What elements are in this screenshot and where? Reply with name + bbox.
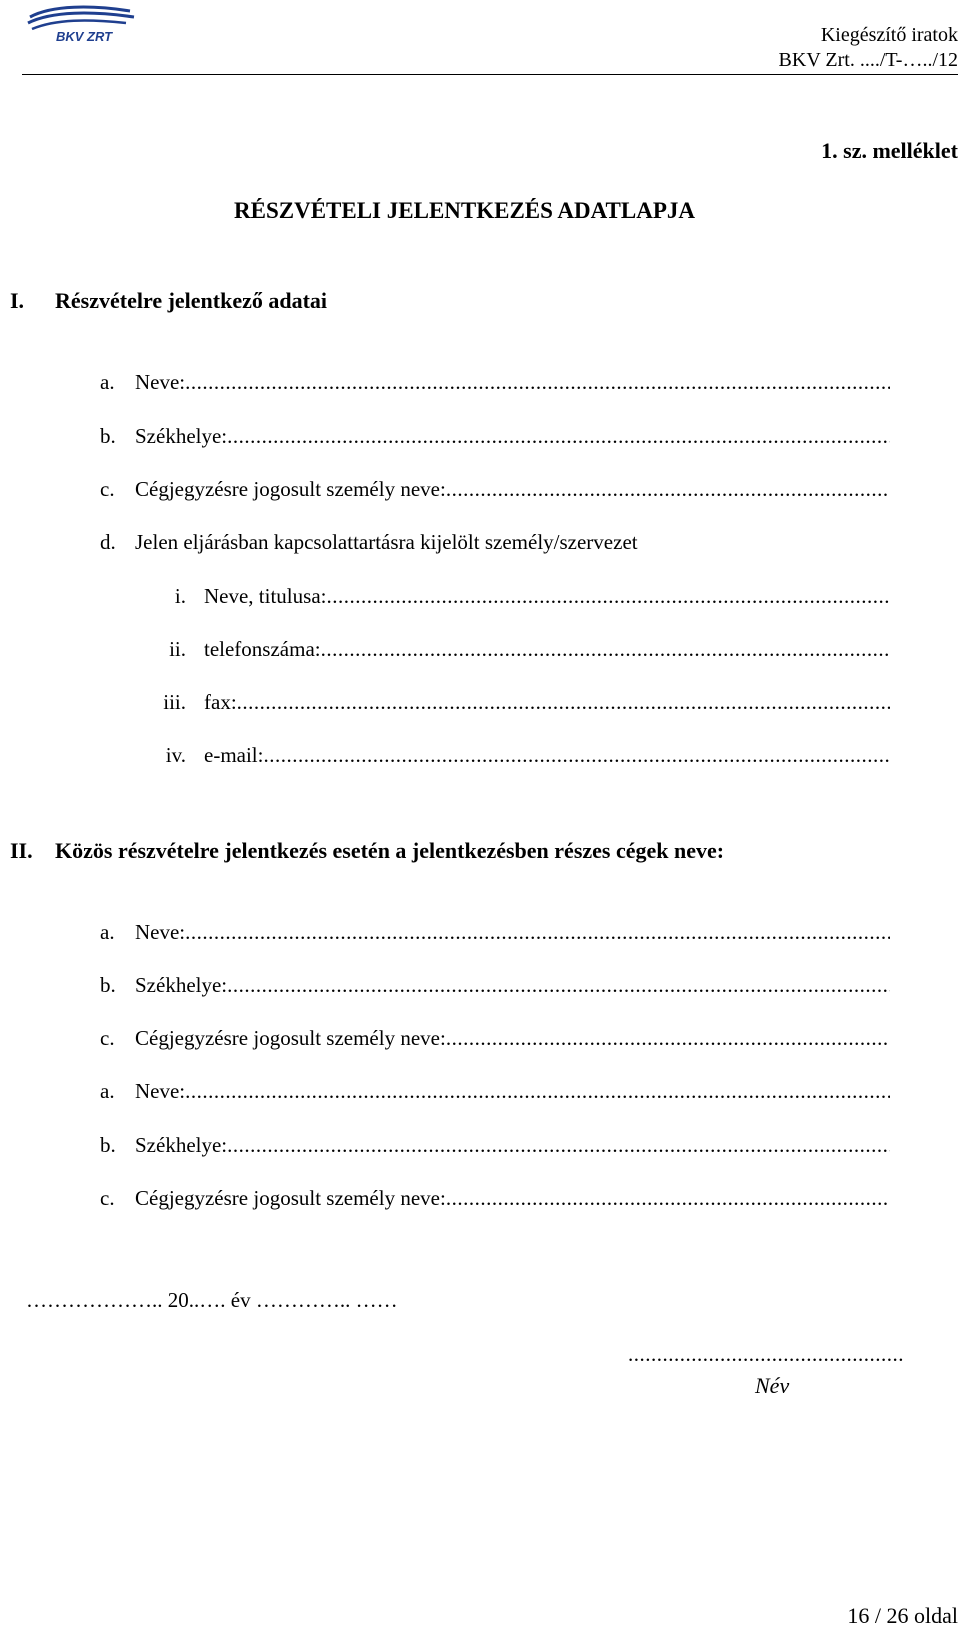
bkv-logo <box>22 3 137 45</box>
field-signatory[interactable] <box>100 477 890 507</box>
logo-text: BKV ZRT <box>56 29 113 44</box>
item-marker: a. <box>100 1079 115 1103</box>
header-reference-number: BKV Zrt. ..../T-…../12 <box>778 49 958 71</box>
field-label: Cégjegyzésre jogosult személy neve: <box>135 1026 446 1050</box>
field-partner-seat[interactable] <box>100 1133 890 1163</box>
field-label: telefonszáma: <box>204 637 321 661</box>
header-document-type: Kiegészítő iratok <box>820 24 958 46</box>
fill-line[interactable] <box>446 477 890 502</box>
item-marker: a. <box>100 370 115 394</box>
field-label: Jelen eljárásban kapcsolattartásra kijelölt személy/szervezet <box>135 530 638 554</box>
annex-label: 1. sz. melléklet <box>821 138 958 163</box>
fill-line[interactable] <box>227 1133 890 1158</box>
item-marker: i. <box>174 584 186 608</box>
field-name[interactable] <box>100 370 890 400</box>
item-marker: c. <box>100 1026 115 1050</box>
field-label: Székhelye: <box>135 424 228 448</box>
field-label: Cégjegyzésre jogosult személy neve: <box>135 1186 446 1210</box>
fill-line[interactable] <box>321 637 890 662</box>
section-1-title: Részvételre jelentkező adatai <box>55 288 328 313</box>
field-contact-name[interactable] <box>148 584 890 614</box>
fill-line[interactable] <box>326 584 890 609</box>
field-partner-signatory[interactable] <box>100 1186 890 1216</box>
fill-line[interactable] <box>227 424 890 449</box>
fill-line[interactable] <box>185 370 890 395</box>
fill-line[interactable] <box>446 1026 890 1051</box>
item-marker: b. <box>100 1133 116 1157</box>
signature-label: Név <box>755 1373 790 1398</box>
field-partner-name[interactable] <box>100 920 890 950</box>
field-contact-heading <box>100 530 890 560</box>
field-contact-phone[interactable] <box>148 637 890 667</box>
section-1-number: I. <box>10 288 25 313</box>
field-contact-fax[interactable] <box>148 690 890 720</box>
item-marker: a. <box>100 920 115 944</box>
fill-line[interactable] <box>185 1079 890 1104</box>
item-marker: b. <box>100 973 116 997</box>
field-partner-name[interactable] <box>100 1079 890 1109</box>
section-2-title: Közös részvételre jelentkezés esetén a jelentkezésben részes cégek neve: <box>55 838 725 863</box>
field-label: Neve: <box>135 1079 186 1103</box>
field-label: Neve, titulusa: <box>204 584 327 608</box>
page-title: RÉSZVÉTELI JELENTKEZÉS ADATLAPJA <box>234 198 695 223</box>
field-label: Székhelye: <box>135 973 228 997</box>
field-label: Székhelye: <box>135 1133 228 1157</box>
field-label: Neve: <box>135 370 186 394</box>
item-marker: iii. <box>163 690 186 714</box>
signature-line[interactable]: ................................................ <box>628 1342 904 1366</box>
item-marker: ii. <box>169 637 186 661</box>
item-marker: c. <box>100 1186 115 1210</box>
item-marker: c. <box>100 477 115 501</box>
fill-line[interactable] <box>446 1186 890 1211</box>
field-partner-signatory[interactable] <box>100 1026 890 1056</box>
field-partner-seat[interactable] <box>100 973 890 1003</box>
fill-line[interactable] <box>237 690 890 715</box>
page-number: 16 / 26 oldal <box>847 1603 958 1628</box>
field-seat[interactable] <box>100 424 890 454</box>
item-marker: b. <box>100 424 116 448</box>
field-label: Cégjegyzésre jogosult személy neve: <box>135 477 446 501</box>
date-line[interactable]: ……………….. 20..…. év ………….. …… <box>26 1288 398 1312</box>
section-2-number: II. <box>10 838 33 863</box>
item-marker: d. <box>100 530 116 554</box>
field-label: e-mail: <box>204 743 264 767</box>
item-marker: iv. <box>165 743 186 767</box>
header-divider <box>22 74 958 75</box>
fill-line[interactable] <box>185 920 890 945</box>
field-contact-email[interactable] <box>148 743 890 773</box>
field-label: fax: <box>204 690 237 714</box>
field-label: Neve: <box>135 920 186 944</box>
fill-line[interactable] <box>227 973 890 998</box>
fill-line[interactable] <box>263 743 890 768</box>
